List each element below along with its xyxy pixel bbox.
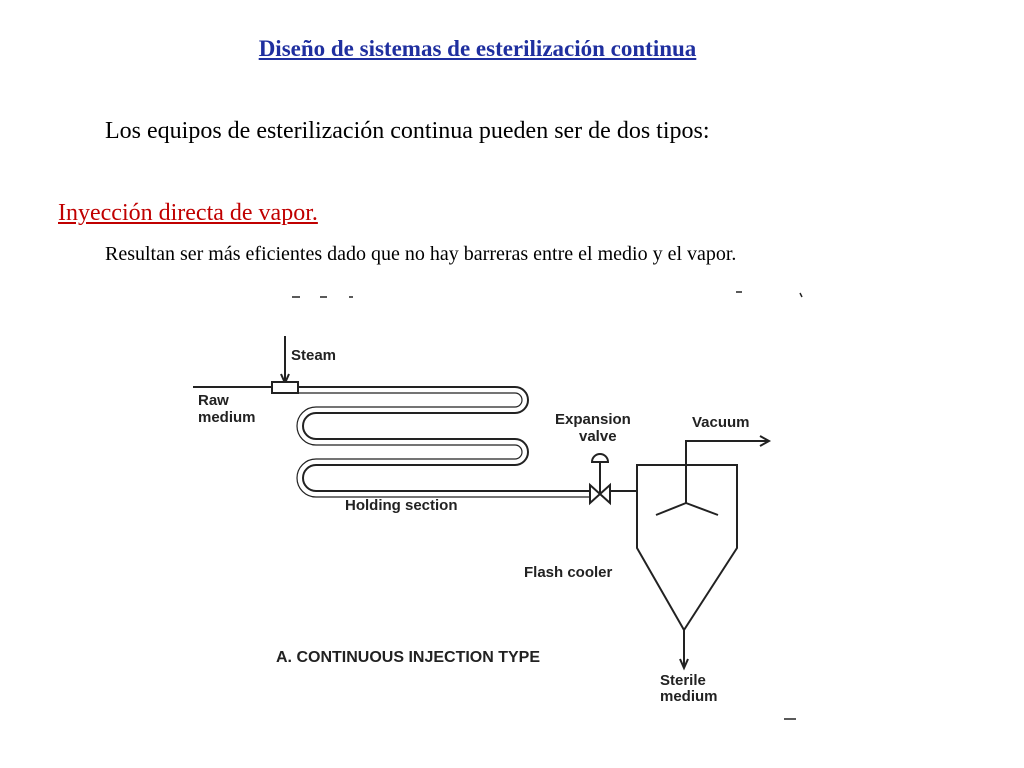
label-valve: valve	[579, 428, 617, 445]
label-vacuum: Vacuum	[692, 414, 750, 431]
steam-injector	[272, 382, 298, 393]
label-sterile: Sterile	[660, 672, 706, 689]
section-body: Resultan ser más eficientes dado que no hay barreras entre el medio y el vapor.	[105, 243, 737, 265]
label-medium: medium	[198, 409, 256, 426]
holding-coil-inner	[297, 393, 590, 497]
holding-coil	[298, 387, 590, 491]
continuous-injection-diagram	[0, 280, 1024, 768]
label-raw: Raw	[198, 392, 229, 409]
expansion-valve	[590, 454, 610, 503]
intro-text: Los equipos de esterilización continua pueden ser de dos tipos:	[105, 118, 710, 144]
label-steam: Steam	[291, 347, 337, 364]
label-expansion: Expansion	[555, 411, 631, 428]
slide-title: Diseño de sistemas de esterilización continua	[258, 36, 697, 61]
label-flash-cooler: Flash cooler	[524, 564, 613, 581]
label-sterile-medium: medium	[660, 688, 718, 705]
caption: A. CONTINUOUS INJECTION TYPE	[276, 649, 541, 666]
label-holding-section: Holding section	[345, 497, 458, 514]
section-heading: Inyección directa de vapor.	[58, 200, 318, 226]
